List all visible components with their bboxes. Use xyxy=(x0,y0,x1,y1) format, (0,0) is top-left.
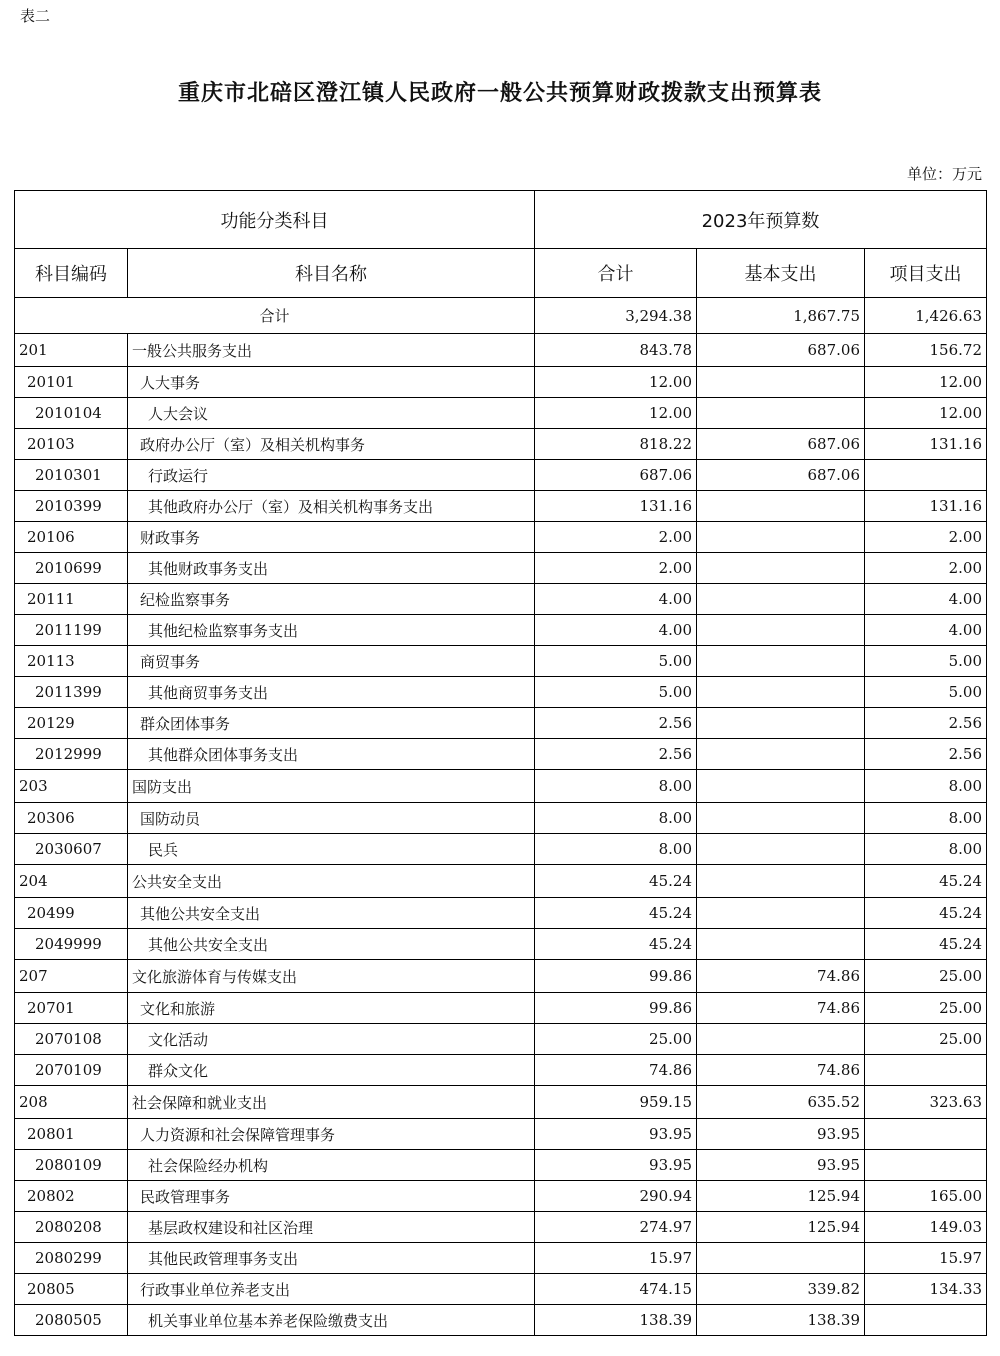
row-basic: 125.94 xyxy=(697,1181,865,1212)
row-name: 其他公共安全支出 xyxy=(128,929,535,960)
row-project: 2.56 xyxy=(865,708,987,739)
table-row xyxy=(15,367,987,398)
row-code: 20801 xyxy=(15,1119,128,1150)
table-row xyxy=(15,460,987,491)
row-code: 2080109 xyxy=(15,1150,128,1181)
row-basic xyxy=(697,803,865,834)
row-code: 20306 xyxy=(15,803,128,834)
row-project: 25.00 xyxy=(865,993,987,1024)
table-row xyxy=(15,770,987,803)
row-code: 20701 xyxy=(15,993,128,1024)
row-basic xyxy=(697,553,865,584)
row-basic xyxy=(697,522,865,553)
table-row xyxy=(15,398,987,429)
row-total: 45.24 xyxy=(535,929,697,960)
row-total: 474.15 xyxy=(535,1274,697,1305)
row-total: 99.86 xyxy=(535,960,697,993)
row-code: 203 xyxy=(15,770,128,803)
table-row xyxy=(15,1119,987,1150)
row-total: 2.56 xyxy=(535,739,697,770)
row-name: 人力资源和社会保障管理事务 xyxy=(128,1119,535,1150)
row-code: 20129 xyxy=(15,708,128,739)
row-code: 20499 xyxy=(15,898,128,929)
row-basic xyxy=(697,929,865,960)
row-name: 文化活动 xyxy=(128,1024,535,1055)
row-basic xyxy=(697,834,865,865)
row-basic: 687.06 xyxy=(697,429,865,460)
table-row xyxy=(15,429,987,460)
row-total: 843.78 xyxy=(535,334,697,367)
row-code: 204 xyxy=(15,865,128,898)
table-row xyxy=(15,1150,987,1181)
row-name: 社会保险经办机构 xyxy=(128,1150,535,1181)
row-project: 25.00 xyxy=(865,960,987,993)
table-row xyxy=(15,1086,987,1119)
table-row xyxy=(15,865,987,898)
row-code: 2010699 xyxy=(15,553,128,584)
row-basic: 635.52 xyxy=(697,1086,865,1119)
row-project: 2.00 xyxy=(865,522,987,553)
table-number-label: 表二 xyxy=(20,7,51,25)
total-label: 合计 xyxy=(15,298,535,334)
row-project: 4.00 xyxy=(865,615,987,646)
row-project: 2.56 xyxy=(865,739,987,770)
row-project: 131.16 xyxy=(865,429,987,460)
row-basic xyxy=(697,491,865,522)
row-total: 274.97 xyxy=(535,1212,697,1243)
table-row xyxy=(15,960,987,993)
table-row xyxy=(15,1212,987,1243)
row-name: 其他民政管理事务支出 xyxy=(128,1243,535,1274)
header-code: 科目编码 xyxy=(15,249,128,298)
row-code: 20103 xyxy=(15,429,128,460)
row-name: 群众团体事务 xyxy=(128,708,535,739)
table-row xyxy=(15,708,987,739)
row-code: 2011399 xyxy=(15,677,128,708)
table-row xyxy=(15,803,987,834)
row-basic: 138.39 xyxy=(697,1305,865,1336)
row-total: 687.06 xyxy=(535,460,697,491)
table-row xyxy=(15,739,987,770)
row-name: 其他公共安全支出 xyxy=(128,898,535,929)
row-basic xyxy=(697,398,865,429)
row-basic xyxy=(697,646,865,677)
document-title: 重庆市北碚区澄江镇人民政府一般公共预算财政拨款支出预算表 xyxy=(177,81,822,106)
row-code: 20113 xyxy=(15,646,128,677)
row-name: 其他财政事务支出 xyxy=(128,553,535,584)
row-name: 民政管理事务 xyxy=(128,1181,535,1212)
header-basic: 基本支出 xyxy=(697,249,865,298)
table-row xyxy=(15,677,987,708)
row-basic xyxy=(697,1024,865,1055)
table-row xyxy=(15,1274,987,1305)
row-name: 其他群众团体事务支出 xyxy=(128,739,535,770)
table-row xyxy=(15,1181,987,1212)
row-basic: 74.86 xyxy=(697,1055,865,1086)
table-row xyxy=(15,929,987,960)
row-total: 4.00 xyxy=(535,615,697,646)
row-code: 2070108 xyxy=(15,1024,128,1055)
row-project: 8.00 xyxy=(865,803,987,834)
row-basic: 687.06 xyxy=(697,334,865,367)
row-project: 8.00 xyxy=(865,770,987,803)
header-budget-year: 2023年预算数 xyxy=(535,191,987,249)
row-basic xyxy=(697,1243,865,1274)
unit-label: 单位：万元 xyxy=(906,165,982,183)
table-row xyxy=(15,1024,987,1055)
row-project: 5.00 xyxy=(865,677,987,708)
row-code: 2012999 xyxy=(15,739,128,770)
row-total: 25.00 xyxy=(535,1024,697,1055)
row-name: 其他纪检监察事务支出 xyxy=(128,615,535,646)
row-project: 165.00 xyxy=(865,1181,987,1212)
row-project: 4.00 xyxy=(865,584,987,615)
row-project: 2.00 xyxy=(865,553,987,584)
row-total: 8.00 xyxy=(535,803,697,834)
table-body xyxy=(15,334,987,1336)
row-project xyxy=(865,460,987,491)
row-total: 138.39 xyxy=(535,1305,697,1336)
row-basic xyxy=(697,615,865,646)
row-name: 其他商贸事务支出 xyxy=(128,677,535,708)
row-basic: 74.86 xyxy=(697,960,865,993)
row-project: 156.72 xyxy=(865,334,987,367)
row-name: 民兵 xyxy=(128,834,535,865)
row-basic xyxy=(697,708,865,739)
row-basic: 93.95 xyxy=(697,1119,865,1150)
row-project: 323.63 xyxy=(865,1086,987,1119)
budget-table xyxy=(14,190,987,1336)
row-total: 12.00 xyxy=(535,367,697,398)
table-row xyxy=(15,898,987,929)
row-code: 20106 xyxy=(15,522,128,553)
row-basic xyxy=(697,739,865,770)
table-row xyxy=(15,584,987,615)
total-amount: 3,294.38 xyxy=(535,298,697,334)
table-row xyxy=(15,491,987,522)
row-basic xyxy=(697,367,865,398)
header-func-category: 功能分类科目 xyxy=(15,191,535,249)
row-total: 45.24 xyxy=(535,898,697,929)
table-row xyxy=(15,834,987,865)
row-code: 2010104 xyxy=(15,398,128,429)
row-name: 行政事业单位养老支出 xyxy=(128,1274,535,1305)
table-row xyxy=(15,522,987,553)
row-code: 20802 xyxy=(15,1181,128,1212)
row-total: 5.00 xyxy=(535,677,697,708)
row-project: 45.24 xyxy=(865,865,987,898)
row-basic xyxy=(697,677,865,708)
table-row xyxy=(15,334,987,367)
row-total: 5.00 xyxy=(535,646,697,677)
row-total: 93.95 xyxy=(535,1119,697,1150)
row-project: 5.00 xyxy=(865,646,987,677)
row-total: 2.00 xyxy=(535,522,697,553)
row-total: 45.24 xyxy=(535,865,697,898)
row-code: 2049999 xyxy=(15,929,128,960)
row-name: 人大事务 xyxy=(128,367,535,398)
row-project: 45.24 xyxy=(865,929,987,960)
header-project: 项目支出 xyxy=(865,249,987,298)
header-name: 科目名称 xyxy=(128,249,535,298)
table-row xyxy=(15,553,987,584)
row-basic: 93.95 xyxy=(697,1150,865,1181)
row-code: 20805 xyxy=(15,1274,128,1305)
total-row xyxy=(15,298,987,334)
row-project xyxy=(865,1305,987,1336)
row-name: 基层政权建设和社区治理 xyxy=(128,1212,535,1243)
row-project: 149.03 xyxy=(865,1212,987,1243)
row-code: 2010301 xyxy=(15,460,128,491)
row-code: 208 xyxy=(15,1086,128,1119)
row-name: 人大会议 xyxy=(128,398,535,429)
row-total: 290.94 xyxy=(535,1181,697,1212)
row-basic: 339.82 xyxy=(697,1274,865,1305)
row-name: 政府办公厅（室）及相关机构事务 xyxy=(128,429,535,460)
row-project: 8.00 xyxy=(865,834,987,865)
row-project xyxy=(865,1150,987,1181)
row-total: 818.22 xyxy=(535,429,697,460)
row-name: 文化和旅游 xyxy=(128,993,535,1024)
row-name: 国防动员 xyxy=(128,803,535,834)
row-project: 134.33 xyxy=(865,1274,987,1305)
table-row xyxy=(15,993,987,1024)
row-code: 2011199 xyxy=(15,615,128,646)
row-code: 20101 xyxy=(15,367,128,398)
table-row xyxy=(15,1305,987,1336)
row-project xyxy=(865,1119,987,1150)
row-total: 2.56 xyxy=(535,708,697,739)
row-code: 2080505 xyxy=(15,1305,128,1336)
table-row xyxy=(15,1243,987,1274)
table-row xyxy=(15,615,987,646)
row-project: 12.00 xyxy=(865,367,987,398)
row-basic xyxy=(697,584,865,615)
row-project: 15.97 xyxy=(865,1243,987,1274)
row-name: 机关事业单位基本养老保险缴费支出 xyxy=(128,1305,535,1336)
row-project xyxy=(865,1055,987,1086)
row-basic xyxy=(697,865,865,898)
row-total: 15.97 xyxy=(535,1243,697,1274)
header-row-group xyxy=(15,191,987,249)
row-basic: 125.94 xyxy=(697,1212,865,1243)
row-name: 其他政府办公厅（室）及相关机构事务支出 xyxy=(128,491,535,522)
header-total: 合计 xyxy=(535,249,697,298)
row-basic xyxy=(697,898,865,929)
row-total: 4.00 xyxy=(535,584,697,615)
row-total: 93.95 xyxy=(535,1150,697,1181)
row-name: 行政运行 xyxy=(128,460,535,491)
row-name: 社会保障和就业支出 xyxy=(128,1086,535,1119)
row-total: 959.15 xyxy=(535,1086,697,1119)
total-basic: 1,867.75 xyxy=(697,298,865,334)
row-code: 2030607 xyxy=(15,834,128,865)
row-name: 国防支出 xyxy=(128,770,535,803)
row-name: 公共安全支出 xyxy=(128,865,535,898)
row-total: 8.00 xyxy=(535,770,697,803)
table-row xyxy=(15,646,987,677)
row-basic: 687.06 xyxy=(697,460,865,491)
row-total: 99.86 xyxy=(535,993,697,1024)
row-project: 131.16 xyxy=(865,491,987,522)
row-code: 20111 xyxy=(15,584,128,615)
row-name: 一般公共服务支出 xyxy=(128,334,535,367)
row-code: 2080208 xyxy=(15,1212,128,1243)
row-code: 2080299 xyxy=(15,1243,128,1274)
row-basic: 74.86 xyxy=(697,993,865,1024)
row-name: 群众文化 xyxy=(128,1055,535,1086)
row-code: 207 xyxy=(15,960,128,993)
row-total: 8.00 xyxy=(535,834,697,865)
row-total: 131.16 xyxy=(535,491,697,522)
row-total: 2.00 xyxy=(535,553,697,584)
row-code: 201 xyxy=(15,334,128,367)
row-name: 纪检监察事务 xyxy=(128,584,535,615)
row-total: 12.00 xyxy=(535,398,697,429)
row-project: 12.00 xyxy=(865,398,987,429)
total-project: 1,426.63 xyxy=(865,298,987,334)
row-name: 财政事务 xyxy=(128,522,535,553)
row-project: 45.24 xyxy=(865,898,987,929)
row-name: 商贸事务 xyxy=(128,646,535,677)
row-basic xyxy=(697,770,865,803)
row-project: 25.00 xyxy=(865,1024,987,1055)
header-row-columns xyxy=(15,249,987,298)
row-code: 2010399 xyxy=(15,491,128,522)
row-total: 74.86 xyxy=(535,1055,697,1086)
row-name: 文化旅游体育与传媒支出 xyxy=(128,960,535,993)
table-row xyxy=(15,1055,987,1086)
row-code: 2070109 xyxy=(15,1055,128,1086)
